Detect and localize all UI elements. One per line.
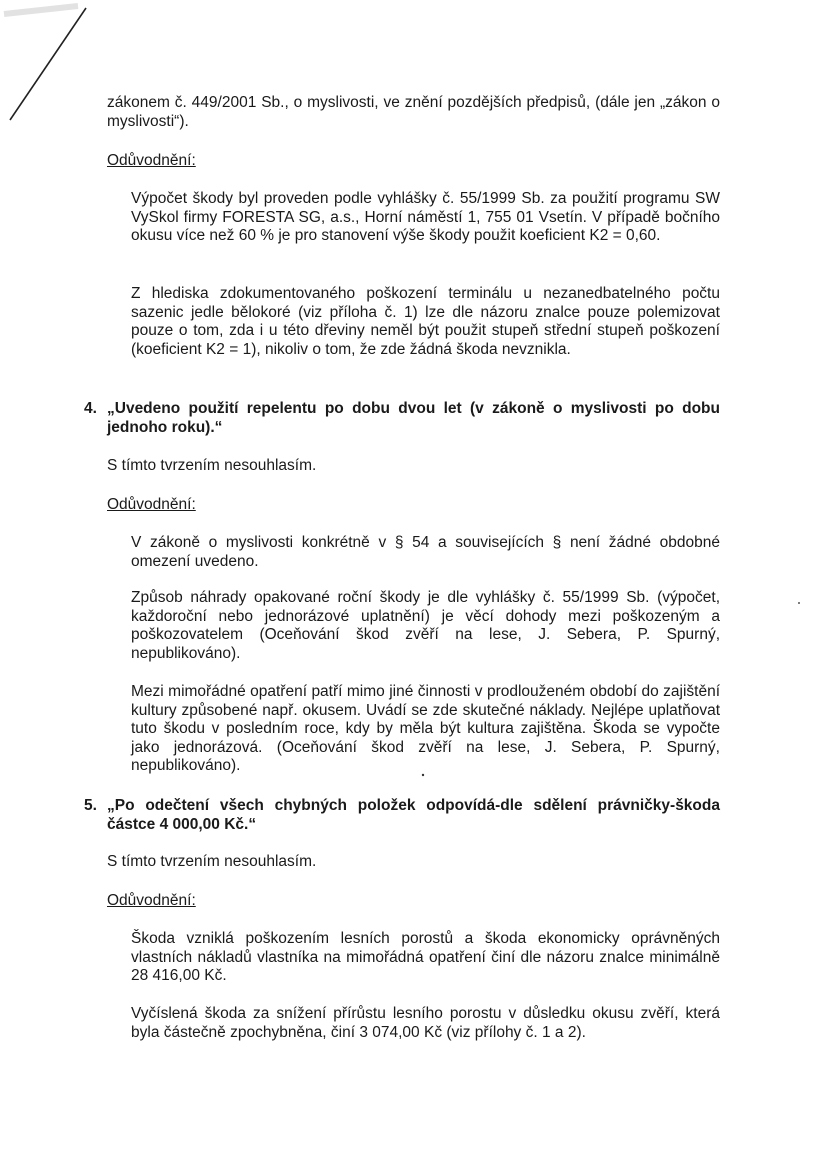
section-number: 5. — [84, 797, 97, 814]
statement: S tímto tvrzením nesouhlasím. — [107, 853, 317, 870]
paragraph: Z hlediska zdokumentovaného poškození terminálu u nezanedbatelného počtu sazenic jedle bělokoré (viz příloha č. 1) lze dle názoru znalce pouze polemizovat pouze o tom, zda i u této dřeviny neměl být použit stupeň střední stupeň poškození (koeficient K2 = 1), nikoliv o tom, že zde žádná škoda nevznikla. — [131, 285, 720, 358]
justification-label: Odůvodnění: — [107, 892, 196, 909]
paragraph: V zákoně o myslivosti konkrétně v § 54 a souvisejících § není žádné obdobné omezení uvedeno. — [131, 534, 720, 570]
section-heading-text: „Po odečtení všech chybných položek odpovídá-dle sdělení právničky-škoda částce 4 000,00 Kč.“ — [107, 797, 720, 833]
justification-label: Odůvodnění: — [107, 152, 196, 169]
scan-speck — [420, 772, 426, 778]
section-number: 4. — [84, 400, 97, 417]
paragraph: Vyčíslená škoda za snížení přírůstu lesního porostu v důsledku okusu zvěří, která byla částečně zpochybněna, činí 3 074,00 Kč (viz přílohy č. 1 a 2). — [131, 1005, 720, 1041]
paragraph: Výpočet škody byl proveden podle vyhlášky č. 55/1999 Sb. za použití programu SW VySkol firmy FORESTA SG, a.s., Horní náměstí 1, 755 01 Vsetín. V případě bočního okusu více než 60 % je pro stanovení výše škody použit koeficient K2 = 0,60. — [131, 190, 720, 244]
justification-label: Odůvodnění: — [107, 496, 196, 513]
paragraph: Způsob náhrady opakované roční škody je dle vyhlášky č. 55/1999 Sb. (výpočet, každoroční nebo jednorázové uplatnění) je věcí dohody mezi poškozeným a poškozovatelem (Oceňování škod zvěří na lese, J. Sebera, P. Spurný, nepublikováno). — [131, 589, 720, 662]
scan-corner-line — [0, 0, 100, 130]
statement: S tímto tvrzením nesouhlasím. — [107, 457, 317, 474]
section-heading-text: „Uvedeno použití repelentu po dobu dvou let (v zákoně o myslivosti po dobu jednoho roku).“ — [107, 400, 720, 436]
paragraph: Mezi mimořádné opatření patří mimo jiné činnosti v prodlouženém období do zajištění kultury způsobené např. okusem. Uvádí se zde skutečné náklady. Nejlépe uplatňovat tuto škodu v posledním roce, kdy by měla být kultura zajištěna. Škoda se vypočte jako jednorázová. (Oceňování škod zvěří na lese, J. Sebera, P. Spurný, nepublikováno). — [131, 683, 720, 774]
scan-speck — [796, 600, 802, 606]
intro-paragraph: zákonem č. 449/2001 Sb., o myslivosti, ve znění pozdějších předpisů, (dále jen „zákon o myslivosti“). — [107, 94, 720, 130]
paragraph: Škoda vzniklá poškozením lesních porostů a škoda ekonomicky oprávněných vlastních nákladů vlastníka na mimořádná opatření činí dle názoru znalce minimálně 28 416,00 Kč. — [131, 930, 720, 984]
